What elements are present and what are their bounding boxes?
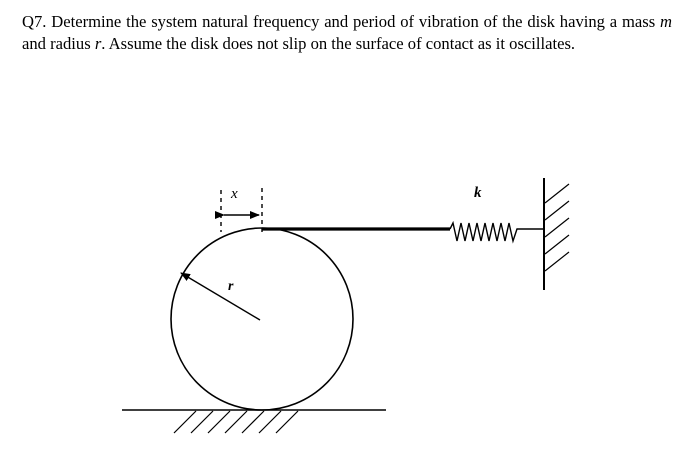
question-text-part3: . Assume the disk does not slip on the surface of contact as it oscillates. xyxy=(101,34,576,53)
question-text-part2: and radius xyxy=(22,34,91,53)
radius-arrow xyxy=(181,273,260,320)
question-text-part1: Determine the system natural frequency and period of vibration of the disk having a mass xyxy=(51,12,656,31)
radius-symbol: r xyxy=(94,34,102,53)
spring xyxy=(450,223,544,241)
mass-symbol: m xyxy=(660,12,672,31)
ground-hatching xyxy=(174,411,298,433)
displacement-label: x xyxy=(231,186,238,202)
radius-label: r xyxy=(228,279,234,294)
wall-hatching xyxy=(545,184,569,271)
spring-label: k xyxy=(474,185,482,201)
question-number: Q7. xyxy=(22,12,47,31)
disk xyxy=(171,228,353,410)
